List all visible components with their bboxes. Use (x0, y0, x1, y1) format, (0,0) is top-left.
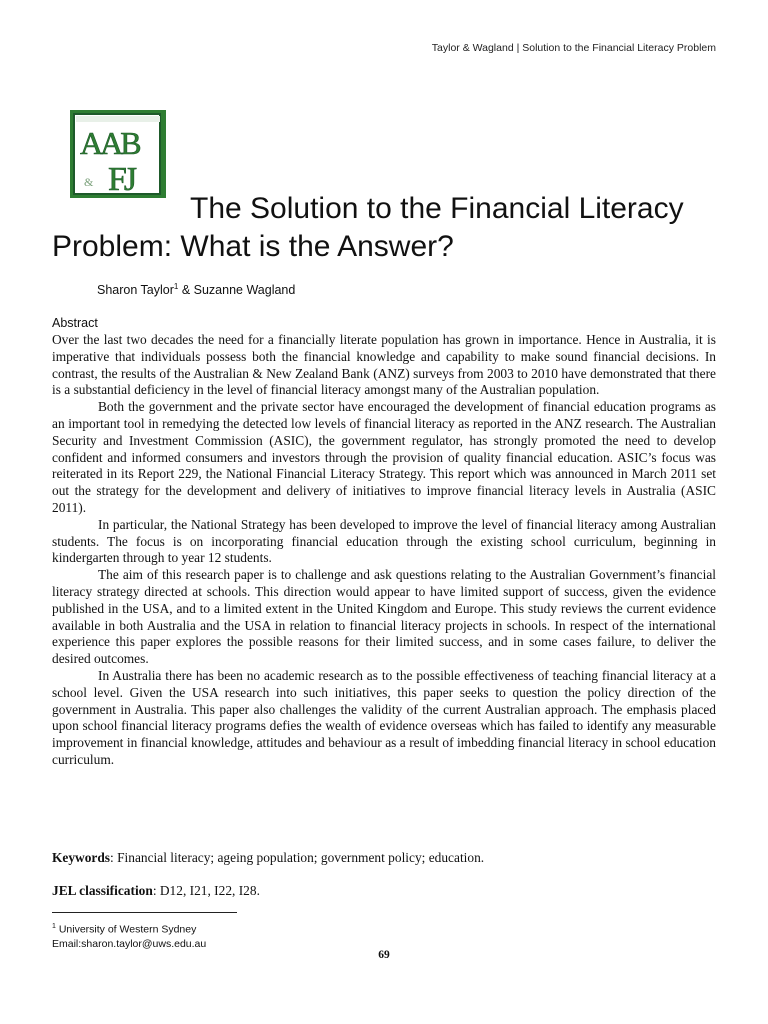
jel-classification-line (52, 883, 716, 899)
keywords-line (52, 850, 716, 866)
svg-text:&: & (84, 175, 94, 189)
footnote-email: Email:sharon.taylor@uws.edu.au (52, 937, 207, 950)
keywords-label: Keywords (52, 850, 111, 865)
paper-title: The Solution to the Financial Literacy Problem: What is the Answer? (52, 192, 684, 263)
running-header: Taylor & Wagland | Solution to the Financial Literacy Problem (431, 42, 716, 54)
page-number: 69 (378, 949, 390, 961)
author-name: Sharon Taylor (97, 283, 174, 297)
jel-text: : D12, I21, I22, I28. (152, 883, 260, 898)
footnote-divider (52, 912, 237, 913)
jel-label: JEL classification (52, 883, 153, 898)
abstract-paragraph: Over the last two decades the need for a financially literate population has grown in importance. Hence in Australia, it is imperative that individuals possess both the financial knowledge and capability to make sound financial decisions. In contrast, the results of the Australian & New Zealand Bank (ANZ) surveys from 2003 to 2010 have demonstrated that there is a substantial deficiency in the level of financial literacy amongst many of the Australian population. (52, 332, 716, 398)
footnote-affiliation: $^1$ University of Western Sydney (52, 923, 197, 936)
coauthor-name: & Suzanne Wagland (178, 283, 296, 297)
abstract-paragraph: In particular, the National Strategy has been developed to improve the level of financial literacy among Australian students. The focus is on incorporating financial education through the existing school curriculum, beginning in kindergarten through to year 12 students. (52, 516, 716, 566)
abstract-heading: Abstract (52, 316, 98, 330)
abstract-paragraph: In Australia there has been no academic research as to the possible effectiveness of teaching financial literacy at a school level. Given the USA research into such initiatives, this paper seeks to question the policy direction of the government in Australia. This paper also challenges the validity of the current Australian approach. The emphasis placed upon school financial literacy programs defies the wealth of evidence overseas which has failed to identify any measurable improvement in financial knowledge, attitudes and behaviour as a result of imbedding financial literacy in school education curriculum. (52, 667, 716, 767)
journal-logo (70, 110, 166, 198)
author-line (97, 283, 295, 297)
svg-text:FJ: FJ (108, 161, 135, 198)
footnote-marker: 1 (173, 282, 179, 291)
abstract-body (52, 332, 716, 769)
footnotes (52, 920, 206, 951)
abstract-paragraph: Both the government and the private sector have encouraged the development of financial education programs as an important tool in remedying the detected low levels of financial literacy as reported in the ANZ research. The Australian Security and Investment Commission (ASIC), the government regulator, has strongly promoted the need to develop confident and informed consumers and investors through the provision of quality financial education. ASIC’s focus was reiterated in its Report 229, the National Financial Literacy Strategy. This report which was announced in March 2011 set out the strategy for the development and delivery of initiatives to improve financial literacy levels in Australia (ASIC 2011). (52, 399, 716, 515)
svg-text:AAB: AAB (80, 125, 139, 161)
abstract-paragraph: The aim of this research paper is to challenge and ask questions relating to the Australian Government’s financial literacy strategy directed at schools. This direction would appear to have limited support of success, given the evidence published in the USA, and to a limited extent in the United Kingdom and Europe. This study reviews the current evidence available in both Australia and the USA in relation to financial literacy projects in schools. In respect of the international experience this paper explores the possible reasons for their limited success, and in some cases failure, to deliver the desired outcomes. (52, 567, 716, 667)
keywords-text: : Financial literacy; ageing population; government policy; education. (110, 850, 485, 865)
